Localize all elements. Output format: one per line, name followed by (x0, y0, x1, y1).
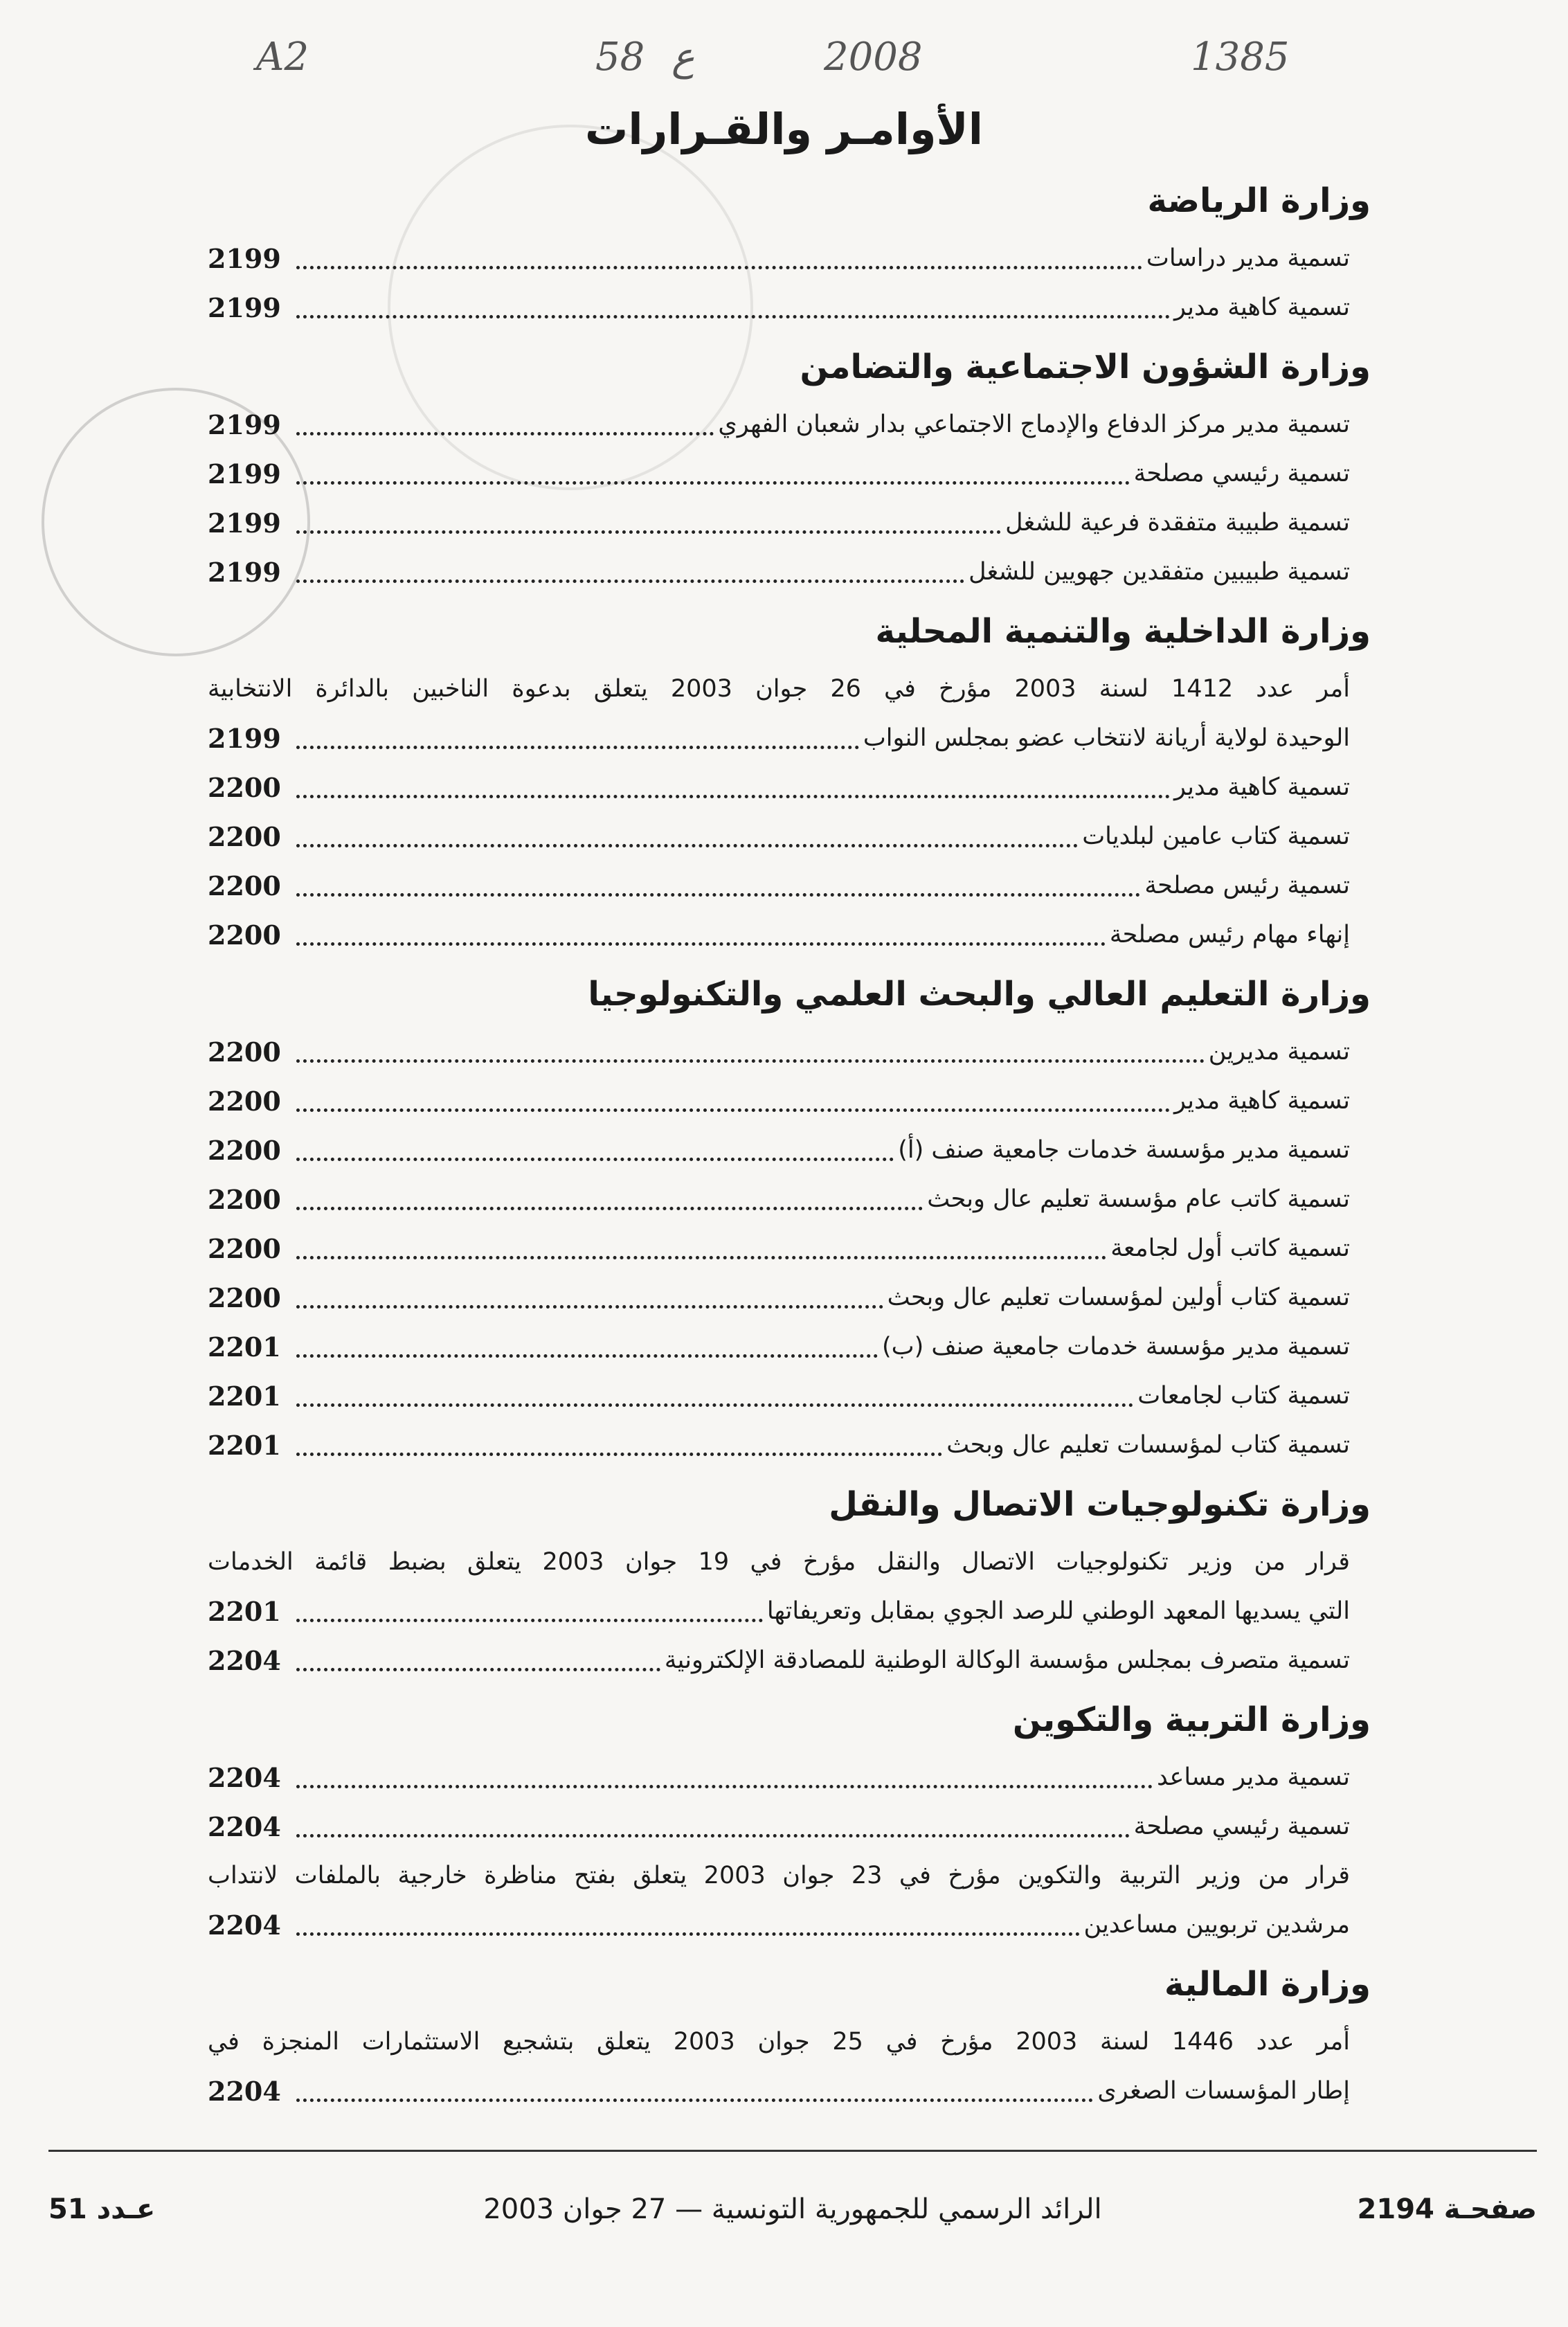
leader-dots (296, 481, 1130, 485)
leader-dots (296, 1059, 1205, 1063)
toc-entry (208, 1753, 1371, 1802)
entry-text: التي يسديها المعهد الوطني للرصد الجوي بمقابل وتعريفاتها (766, 1597, 1350, 1625)
entry-text: تسمية مديرين (1208, 1038, 1350, 1066)
entry-page-number: 2201 (208, 1430, 281, 1461)
toc-entry (208, 1077, 1371, 1126)
leader-dots (296, 2099, 1093, 2102)
toc-section (208, 341, 1371, 597)
entry-text: تسمية مدير دراسات (1146, 244, 1350, 272)
toc-entry (208, 665, 1371, 763)
entry-page-number: 2204 (208, 1811, 281, 1842)
entry-text: تسمية مدير مؤسسة خدمات جامعية صنف (أ) (898, 1136, 1350, 1164)
leader-dots (296, 1619, 763, 1622)
toc-entry (208, 763, 1371, 812)
leader-dots (296, 1256, 1106, 1259)
entry-text: تسمية مدير مساعد (1157, 1763, 1350, 1791)
entry-text: إنهاء مهام رئيس مصلحة (1109, 921, 1350, 949)
leader-dots (296, 1668, 660, 1671)
toc-entry (208, 861, 1371, 910)
section-title: وزارة تكنولوجيات الاتصال والنقل (829, 1485, 1371, 1524)
section-title: وزارة التربية والتكوين (1012, 1700, 1371, 1739)
leader-dots (296, 1354, 878, 1358)
toc-section (208, 1958, 1371, 2116)
entry-page-number: 2200 (208, 772, 281, 803)
entry-text: تسمية مدير مؤسسة خدمات جامعية صنف (ب) (882, 1333, 1350, 1360)
leader-dots (296, 844, 1078, 847)
leader-dots (296, 315, 1170, 318)
entry-text: قرار من وزير تكنولوجيات الاتصال والنقل مؤرخ في 19 جوان 2003 يتعلق بضبط قائمة الخدمات (208, 1548, 1350, 1576)
entry-page-number: 2199 (208, 723, 281, 754)
entry-page-number: 2199 (208, 458, 281, 489)
entry-page-number: 2204 (208, 1910, 281, 1941)
toc-section (208, 968, 1371, 1470)
page-title: الأوامـر والقـرارات (585, 104, 983, 154)
entry-text: تسمية طبيبة متفقدة فرعية للشغل (1005, 509, 1350, 537)
leader-dots (296, 746, 859, 749)
entry-text: تسمية كاهية مدير (1173, 1087, 1350, 1115)
entry-page-number: 2204 (208, 1645, 281, 1676)
toc-entry (208, 1175, 1371, 1224)
entry-text: تسمية متصرف بمجلس مؤسسة الوكالة الوطنية للمصادقة الإلكترونية (664, 1646, 1350, 1674)
toc-entry (208, 283, 1371, 332)
table-of-contents (208, 166, 1371, 2120)
entry-text: قرار من وزير التربية والتكوين مؤرخ في 23 جوان 2003 يتعلق بفتح مناظرة خارجية بالملفات لانتداب (208, 1862, 1350, 1889)
toc-entry (208, 234, 1371, 283)
section-title: وزارة الرياضة (1147, 181, 1371, 220)
leader-dots (296, 1305, 883, 1309)
toc-section (208, 605, 1371, 960)
entry-text: تسمية كتاب لجامعات (1137, 1382, 1350, 1410)
entry-page-number: 2200 (208, 1036, 281, 1068)
toc-entry (208, 1224, 1371, 1273)
toc-entry (208, 449, 1371, 498)
toc-entry (208, 1421, 1371, 1470)
entry-page-number: 2200 (208, 1282, 281, 1313)
leader-dots (296, 1932, 1080, 1936)
footer-publication: الرائد الرسمي للجمهورية التونسية — 27 جوان 2003 (483, 2193, 1102, 2225)
toc-entry (208, 1851, 1371, 1950)
entry-page-number: 2204 (208, 2076, 281, 2107)
toc-entry (208, 910, 1371, 960)
leader-dots (296, 1453, 942, 1456)
handwritten-note: ع (672, 35, 695, 80)
toc-entry (208, 498, 1371, 548)
entry-text: مرشدين تربويين مساعدين (1083, 1911, 1350, 1939)
leader-dots (296, 795, 1170, 798)
leader-dots (296, 266, 1142, 269)
toc-entry (208, 1636, 1371, 1685)
leader-dots (296, 432, 714, 435)
entry-page-number: 2199 (208, 292, 281, 323)
leader-dots (296, 942, 1106, 946)
leader-dots (296, 1834, 1130, 1838)
toc-entry (208, 1802, 1371, 1851)
leader-dots (296, 1207, 923, 1210)
footer-page-number: صفحـة 2194 (1357, 2193, 1537, 2225)
entry-page-number: 2200 (208, 1135, 281, 1166)
entry-text: تسمية كاهية مدير (1173, 294, 1350, 321)
entry-text: تسمية كاتب أول لجامعة (1110, 1234, 1350, 1262)
entry-text: تسمية كاهية مدير (1173, 773, 1350, 801)
entry-page-number: 2199 (208, 409, 281, 440)
entry-text: تسمية كاتب عام مؤسسة تعليم عال وبحث (927, 1185, 1350, 1213)
entry-page-number: 2200 (208, 870, 281, 901)
toc-entry (208, 1027, 1371, 1077)
entry-text: تسمية طبيبين متفقدين جهويين للشغل (968, 558, 1350, 586)
entry-page-number: 2200 (208, 919, 281, 951)
entry-page-number: 2201 (208, 1381, 281, 1412)
leader-dots (296, 1108, 1170, 1112)
entry-page-number: 2199 (208, 507, 281, 539)
toc-section (208, 1693, 1371, 1950)
entry-text: إطار المؤسسات الصغرى (1097, 2077, 1350, 2105)
toc-entry (208, 1126, 1371, 1175)
toc-entry (208, 1372, 1371, 1421)
footer-issue-number: عـدد 51 (48, 2193, 156, 2225)
entry-text: تسمية كتاب لمؤسسات تعليم عال وبحث (946, 1431, 1350, 1459)
entry-text: الوحيدة لولاية أريانة لانتخاب عضو بمجلس النواب (863, 724, 1350, 752)
page-footer (48, 2150, 1537, 2225)
entry-page-number: 2204 (208, 1762, 281, 1793)
entry-page-number: 2200 (208, 1233, 281, 1264)
section-title: وزارة التعليم العالي والبحث العلمي والتكنولوجيا (588, 975, 1371, 1014)
entry-text: أمر عدد 1412 لسنة 2003 مؤرخ في 26 جوان 2003 يتعلق بدعوة الناخبين بالدائرة الانتخابية (208, 675, 1350, 703)
toc-entry (208, 812, 1371, 861)
toc-entry (208, 1273, 1371, 1322)
entry-text: تسمية رئيس مصلحة (1144, 872, 1350, 899)
toc-entry (208, 548, 1371, 597)
toc-section (208, 174, 1371, 332)
entry-text: أمر عدد 1446 لسنة 2003 مؤرخ في 25 جوان 2003 يتعلق بتشجيع الاستثمارات المنجزة في (208, 2028, 1350, 2056)
leader-dots (296, 1403, 1133, 1407)
entry-text: تسمية مدير مركز الدفاع والإدماج الاجتماعي بدار شعبان الفهري (718, 411, 1350, 438)
entry-page-number: 2199 (208, 557, 281, 588)
entry-text: تسمية كتاب أولين لمؤسسات تعليم عال وبحث (887, 1284, 1350, 1311)
entry-page-number: 2199 (208, 243, 281, 274)
entry-page-number: 2200 (208, 1184, 281, 1215)
leader-dots (296, 1158, 894, 1161)
handwritten-note: A2 (256, 35, 309, 80)
toc-entry (208, 400, 1371, 449)
leader-dots (296, 579, 964, 583)
handwritten-note: 2008 (824, 35, 923, 80)
toc-entry (208, 2018, 1371, 2116)
section-title: وزارة المالية (1164, 1965, 1371, 2004)
leader-dots (296, 893, 1140, 897)
handwritten-note: 58 (595, 35, 645, 80)
entry-page-number: 2201 (208, 1596, 281, 1627)
entry-page-number: 2201 (208, 1331, 281, 1363)
section-title: وزارة الداخلية والتنمية المحلية (875, 612, 1371, 651)
toc-entry (208, 1322, 1371, 1372)
toc-section (208, 1478, 1371, 1685)
entry-page-number: 2200 (208, 1086, 281, 1117)
leader-dots (296, 530, 1001, 534)
entry-text: تسمية رئيسي مصلحة (1133, 460, 1350, 487)
entry-page-number: 2200 (208, 821, 281, 852)
entry-text: تسمية كتاب عامين لبلديات (1082, 823, 1350, 850)
handwritten-note: 1385 (1191, 35, 1290, 80)
toc-entry (208, 1538, 1371, 1636)
leader-dots (296, 1785, 1153, 1788)
section-title: وزارة الشؤون الاجتماعية والتضامن (800, 348, 1371, 386)
entry-text: تسمية رئيسي مصلحة (1133, 1813, 1350, 1840)
